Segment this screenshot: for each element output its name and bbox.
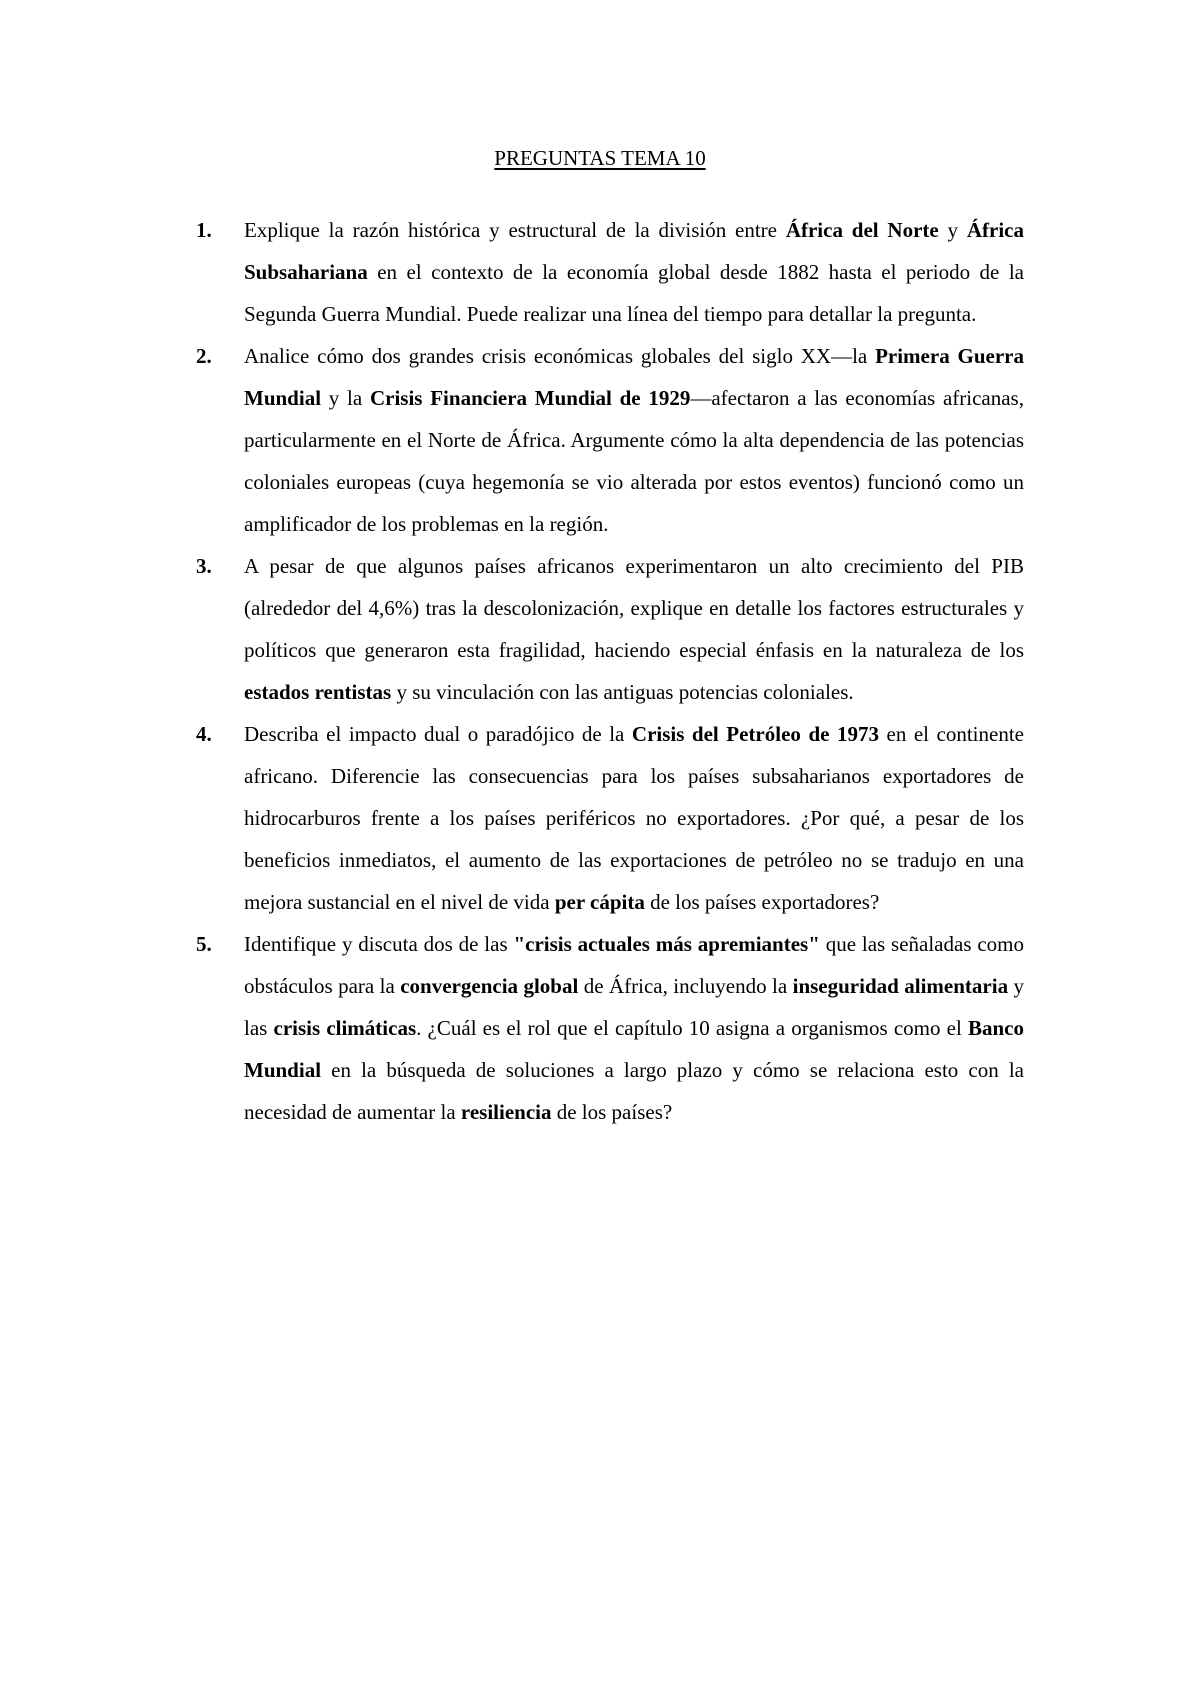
question-number: 2. xyxy=(196,344,212,368)
question-item xyxy=(196,335,1024,545)
question-segment: Explique la razón histórica y estructural de la división entre xyxy=(244,218,786,242)
page-title: PREGUNTAS TEMA 10 xyxy=(494,146,706,170)
question-segment: de África, incluyendo la xyxy=(578,974,793,998)
question-number: 5. xyxy=(196,932,212,956)
question-emphasis: crisis climáticas xyxy=(273,1016,417,1040)
question-segment: de los países? xyxy=(551,1100,673,1124)
question-number: 1. xyxy=(196,218,212,242)
question-segment: —afectaron a las economías africanas, particularmente en el Norte de África. Argumente cómo la alta dependencia de las potencias coloniales europeas (cuya hegemonía se vio alterada por estos eventos) funcionó como un amplificador de los problemas en la región. xyxy=(244,386,1024,536)
question-segment: Analice cómo dos grandes crisis económicas globales del siglo XX—la xyxy=(244,344,876,368)
question-segment: Describa el impacto dual o paradójico de la xyxy=(244,722,632,746)
question-emphasis: resiliencia xyxy=(460,1100,552,1124)
question-segment: Identifique y discuta dos de las xyxy=(244,932,514,956)
question-segment: y la xyxy=(321,386,370,410)
question-segment: en el contexto de la economía global desde 1882 hasta el periodo de la Segunda Guerra Mundial. Puede realizar una línea del tiempo para detallar la pregunta. xyxy=(244,260,1024,326)
question-text xyxy=(244,545,1024,713)
question-text xyxy=(244,335,1024,545)
question-emphasis: inseguridad alimentaria xyxy=(792,974,1009,998)
question-segment: en el continente africano. Diferencie las consecuencias para los países subsaharianos exportadores de hidrocarburos frente a los países periféricos no exportadores. ¿Por qué, a pesar de los beneficios inmediatos, el aumento de las exportaciones de petróleo no se tradujo en una mejora sustancial en el nivel de vida xyxy=(244,722,1024,914)
question-item xyxy=(196,923,1024,1133)
question-emphasis: estados rentistas xyxy=(244,680,392,704)
question-emphasis: África del Norte xyxy=(785,218,939,242)
question-text xyxy=(244,209,1024,335)
question-segment: . ¿Cuál es el rol que el capítulo 10 asigna a organismos como el xyxy=(416,1016,968,1040)
question-emphasis: África Subsahariana xyxy=(244,218,1024,284)
question-emphasis: Banco Mundial xyxy=(244,1016,1024,1082)
question-number: 4. xyxy=(196,722,212,746)
question-segment: y las xyxy=(244,974,1025,1040)
question-segment: de los países exportadores? xyxy=(644,890,880,914)
question-segment: A pesar de que algunos países africanos experimentaron un alto crecimiento del PIB (alrededor del 4,6%) tras la descolonización, explique en detalle los factores estructurales y políticos que generaron esta fragilidad, haciendo especial énfasis en la naturaleza de los xyxy=(244,554,1024,662)
question-emphasis: per cápita xyxy=(554,890,645,914)
question-emphasis: Crisis Financiera Mundial de 1929 xyxy=(369,386,691,410)
question-segment: y xyxy=(938,218,967,242)
question-segment: y su vinculación con las antiguas potencias coloniales. xyxy=(391,680,854,704)
question-text xyxy=(244,713,1024,923)
question-text xyxy=(244,923,1024,1133)
question-item xyxy=(196,545,1024,713)
question-segment: que las señaladas como obstáculos para la xyxy=(244,932,1024,998)
question-emphasis: convergencia global xyxy=(400,974,579,998)
question-item xyxy=(196,209,1024,335)
question-emphasis: "crisis actuales más apremiantes" xyxy=(513,932,820,956)
question-number: 3. xyxy=(196,554,212,578)
question-item xyxy=(196,713,1024,923)
question-emphasis: Crisis del Petróleo de 1973 xyxy=(631,722,879,746)
question-segment: en la búsqueda de soluciones a largo plazo y cómo se relaciona esto con la necesidad de aumentar la xyxy=(244,1058,1024,1124)
question-emphasis: Primera Guerra Mundial xyxy=(244,344,1024,410)
question-list xyxy=(196,209,1024,1133)
